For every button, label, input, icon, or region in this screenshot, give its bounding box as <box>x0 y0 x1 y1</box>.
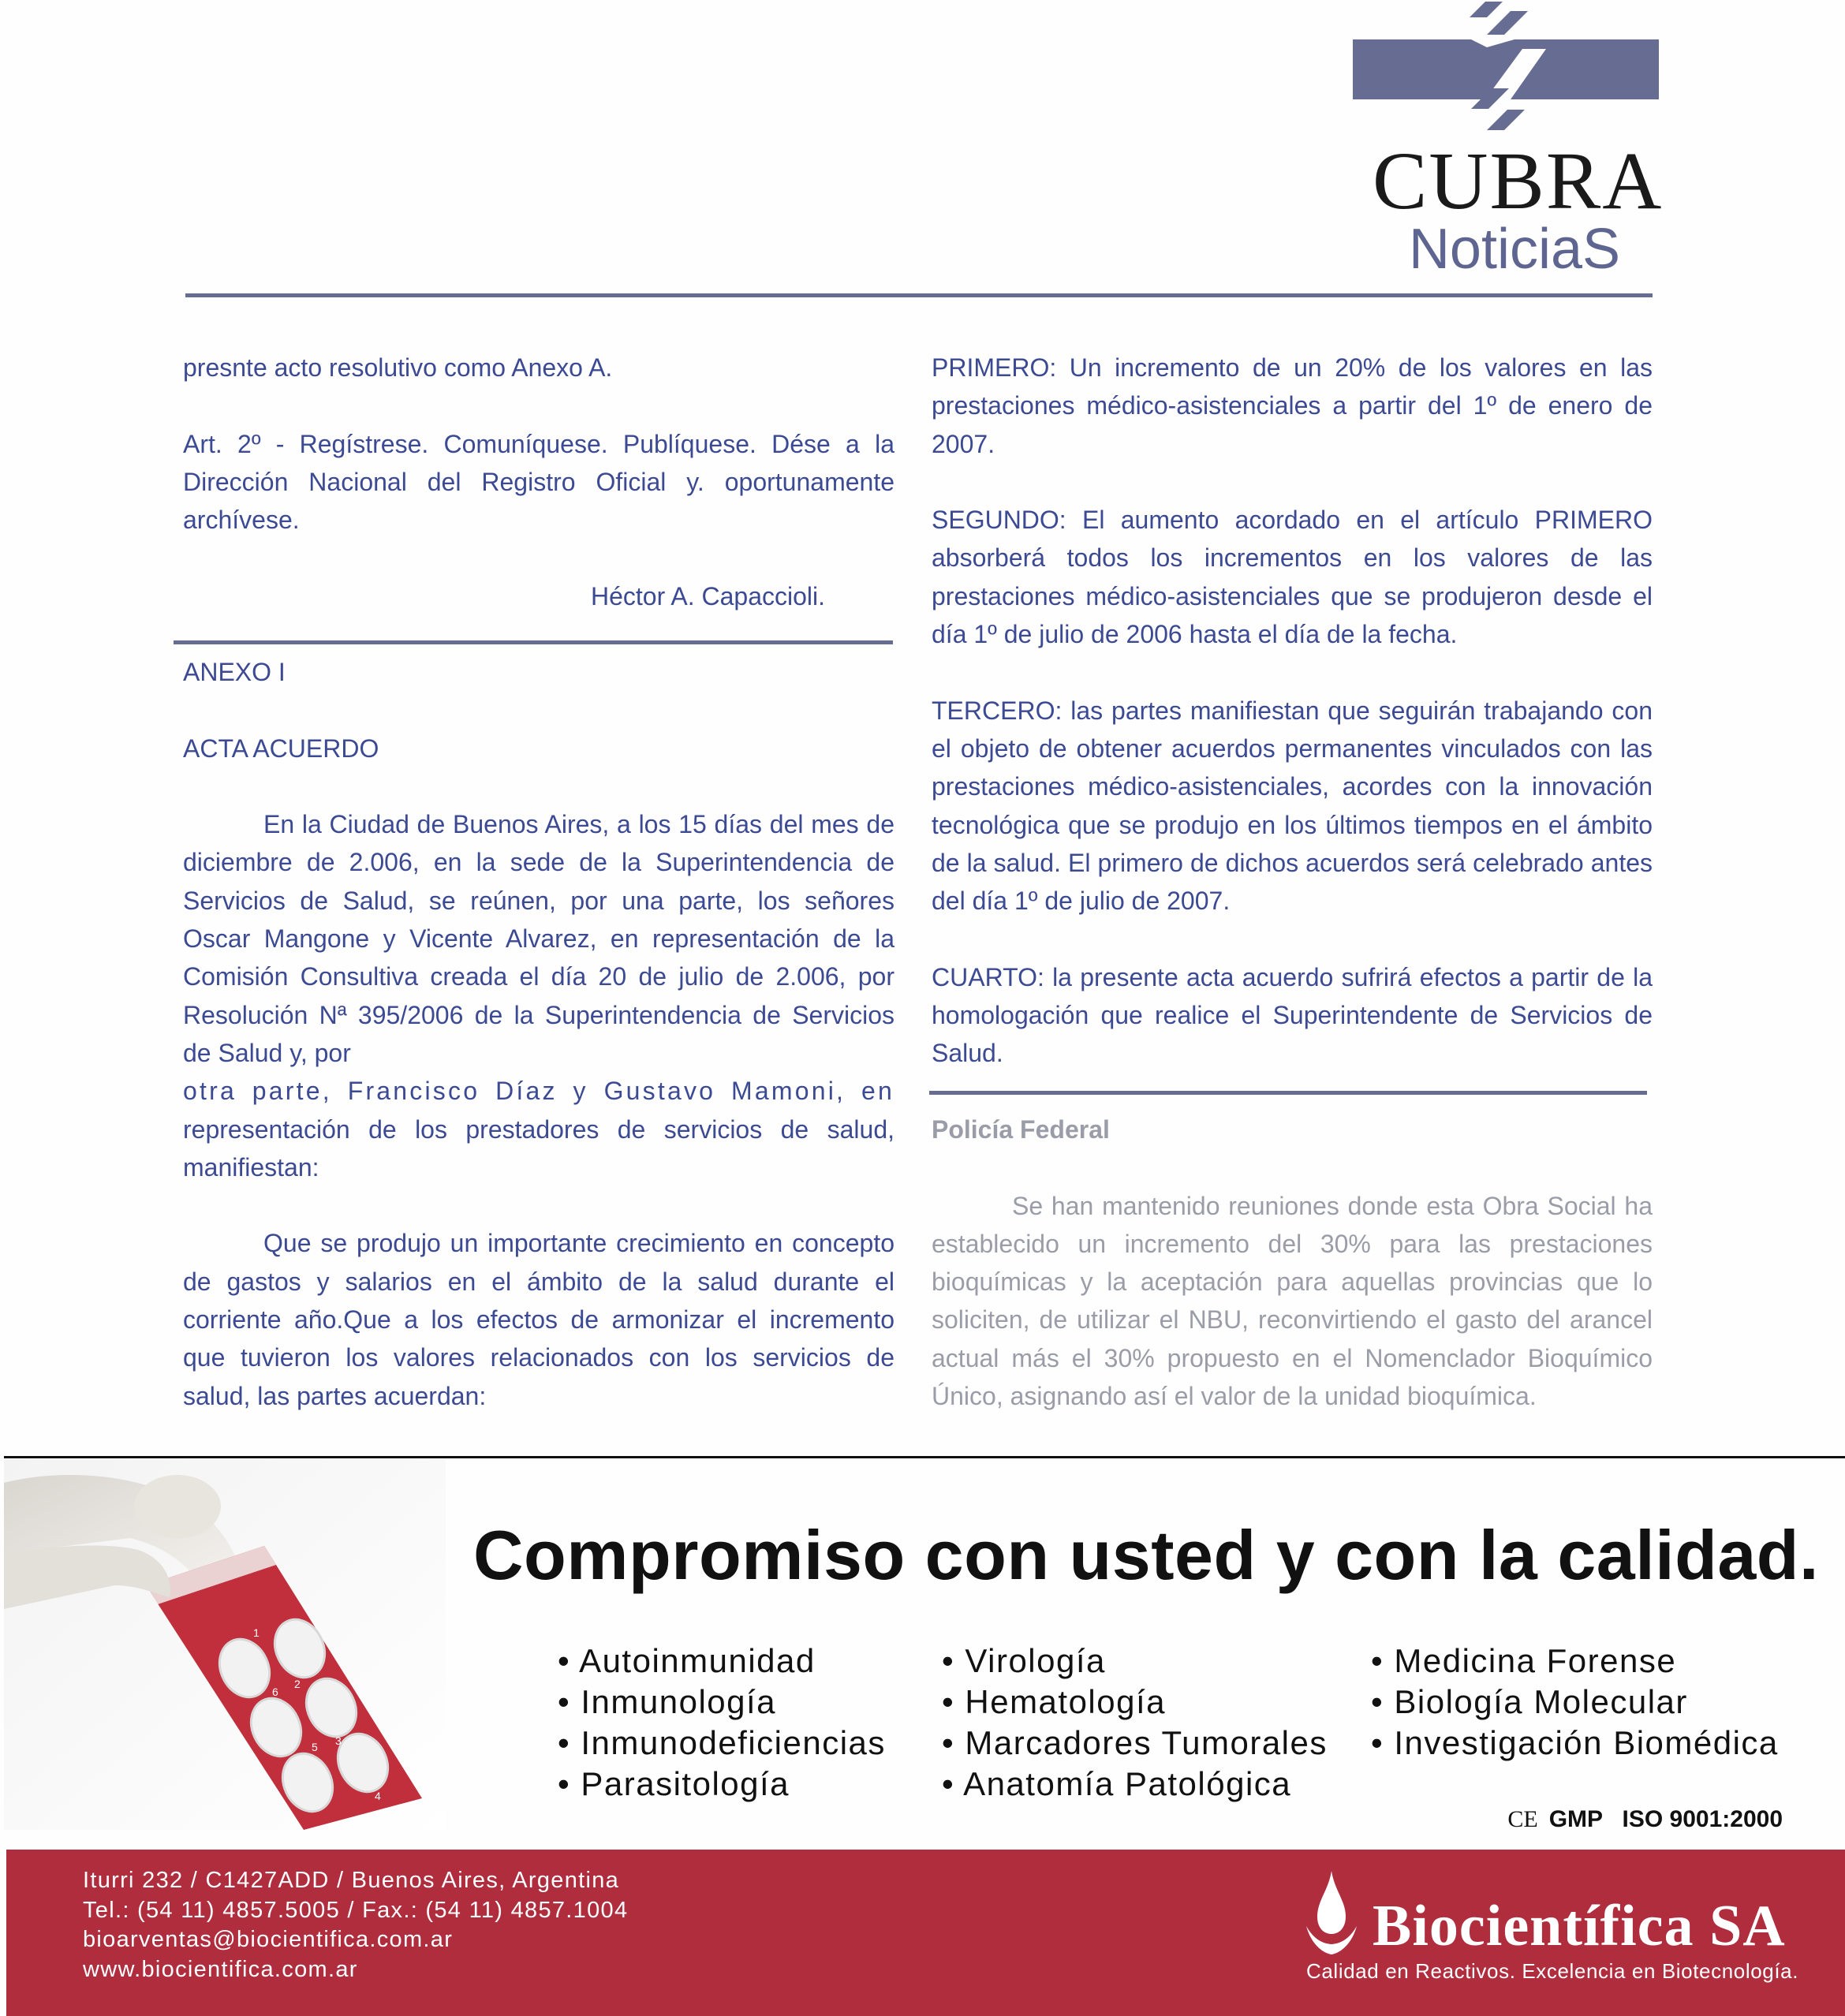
slide-number-5: 5 <box>312 1741 318 1753</box>
list-item: • Virología <box>942 1641 1328 1682</box>
list-item: • Parasitología <box>558 1764 886 1805</box>
slide-number-6: 6 <box>272 1686 278 1698</box>
brand-name: Biocientífica SA <box>1373 1894 1786 1958</box>
contact-website[interactable]: www.biocientifica.com.ar <box>83 1956 358 1982</box>
certifications <box>1499 1806 1783 1833</box>
list-item: • Inmunodeficiencias <box>558 1723 886 1764</box>
list-item: • Hematología <box>942 1682 1328 1723</box>
policia-section <box>932 1111 1653 1415</box>
ad-divider <box>4 1456 1845 1458</box>
anexo-title: ANEXO I <box>183 658 286 686</box>
contact-address: Iturri 232 / C1427ADD / Buenos Aires, Argentina <box>83 1868 620 1893</box>
list-item: • Inmunología <box>558 1682 886 1723</box>
ad-headline: Compromiso con usted y con la calidad. <box>473 1516 1819 1594</box>
contact-email[interactable]: bioarventas@biocientifica.com.ar <box>83 1927 454 1952</box>
right-section-divider <box>929 1091 1647 1095</box>
acta-paragraph-1-line: otra parte, Francisco Díaz y Gustavo Mamoni, en <box>183 1077 894 1106</box>
list-item: • Biología Molecular <box>1371 1682 1779 1723</box>
ce-mark-icon: CE <box>1507 1806 1538 1832</box>
list-item: • Autoinmunidad <box>558 1641 886 1682</box>
brand-tagline: Calidad en Reactivos. Excelencia en Biotecnología. <box>1306 1959 1799 1983</box>
acta-paragraph-2: Que se produjo un importante crecimiento en concepto de gastos y salarios en el ámbito de la salud durante el corriente año.Que a los efectos de armonizar el incremento que tuvieron los valores relacionados con los servicios de salud, las partes acuerdan: <box>183 1229 894 1410</box>
signature: Héctor A. Capaccioli. <box>590 581 825 610</box>
slide-number-2: 2 <box>294 1678 301 1690</box>
left-column-acta <box>183 653 894 1415</box>
list-item: • Medicina Forense <box>1371 1641 1779 1682</box>
article-cuarto: CUARTO: la presente acta acuerdo sufrirá efectos a partir de la homologación que realice el Superintendente de Servicios de Salud. <box>932 962 1653 1068</box>
policia-heading: Policía Federal <box>932 1115 1110 1144</box>
left-column <box>183 349 894 615</box>
article-tercero: TERCERO: las partes manifiestan que seguirán trabajando con el objeto de obtener acuerdos permanentes vinculados con las prestaciones médico-asistenciales, acordes con la innovación tecnológica que se produjo en los últimos tiempos en el ámbito de la salud. El primero de dichos acuerdos será celebrado antes del día 1º de julio de 2007. <box>932 696 1653 916</box>
list-item: • Marcadores Tumorales <box>942 1723 1328 1764</box>
slide-photo <box>4 1459 446 1830</box>
slide-number-1: 1 <box>253 1626 260 1639</box>
drop-logo-icon <box>1300 1871 1363 1966</box>
acta-paragraph-1-end: representación de los prestadores de servicios de salud, manifiestan: <box>183 1114 894 1182</box>
left-section-divider <box>174 640 893 644</box>
contact-phone: Tel.: (54 11) 4857.5005 / Fax.: (54 11) 4857.1004 <box>83 1897 629 1923</box>
slide-number-4: 4 <box>375 1790 381 1802</box>
logo-title: CUBRA <box>1373 136 1664 226</box>
slide-number-3: 3 <box>335 1734 342 1747</box>
right-column <box>932 349 1653 1073</box>
certifications-text: GMP ISO 9001:2000 <box>1548 1806 1783 1832</box>
list-item: • Investigación Biomédica <box>1371 1723 1779 1764</box>
cubra-logo-mark <box>1353 0 1660 142</box>
ad-list-1 <box>558 1641 886 1805</box>
article-primero: PRIMERO: Un incremento de un 20% de los valores en las prestaciones médico-asistenciales a partir del 1º de enero de 2007. <box>932 353 1653 458</box>
article-2: Art. 2º - Regístrese. Comuníquese. Publíquese. Dése a la Dirección Nacional del Registro Oficial y. oportunamente archívese. <box>183 429 894 535</box>
acta-paragraph-1: En la Ciudad de Buenos Aires, a los 15 días del mes de diciembre de 2.006, en la sede de la Superintendencia de Servicios de Salud, se reúnen, por una parte, los señores Oscar Mangone y Vicente Alvarez, en representación de la Comisión Consultiva creada el día 20 de julio de 2.006, por Resolución Nª 395/2006 de la Superintendencia de Servicios de Salud y, por <box>183 810 894 1067</box>
acta-title: ACTA ACUERDO <box>183 734 379 763</box>
header-divider <box>185 293 1653 297</box>
contact-info <box>83 1866 628 1984</box>
anexo-reference: presnte acto resolutivo como Anexo A. <box>183 353 613 382</box>
list-item: • Anatomía Patológica <box>942 1764 1328 1805</box>
article-segundo: SEGUNDO: El aumento acordado en el artículo PRIMERO absorberá todos los incrementos en los valores de las prestaciones médico-asistenciales que se produjeron desde el día 1º de julio de 2006 hasta el día de la fecha. <box>932 506 1653 649</box>
ad-list-2 <box>942 1641 1328 1805</box>
ad-list-3 <box>1371 1641 1779 1764</box>
logo-subtitle: NoticiaS <box>1408 218 1621 281</box>
policia-text: Se han mantenido reuniones donde esta Obra Social ha establecido un incremento del 30% para las prestaciones bioquímicas y la aceptación para aquellas provincias que lo soliciten, de utilizar el NBU, reconvirtiendo el gasto del arancel actual más el 30% propuesto en el Nomenclador Bioquímico Único, asignando así el valor de la unidad bioquímica. <box>932 1191 1653 1411</box>
